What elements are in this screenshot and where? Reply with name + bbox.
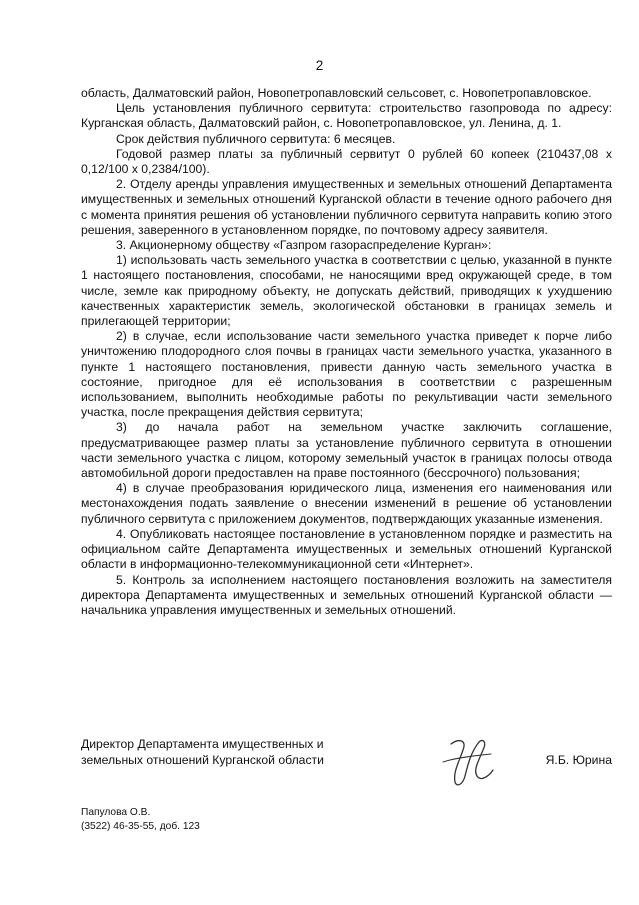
paragraph-item-2: 2. Отделу аренды управления имущественных и земельных отношений Департамента имущественных и земельных отношений Курганской области в течение одного рабочего дня с момента принятия решения об установлении публичного сервитута направить копию этого решения, заверенного в установленном порядке, по почтовому адресу заявителя. (81, 177, 612, 237)
paragraph-item-3-3: 3) до начала работ на земельном участке заключить соглашение, предусматривающее размер платы за установление публичного сервитута в отношении части земельного участка с лицом, которому земельный участок в границах полосы отвода автомобильной дороги предоставлен на праве постоянного (бессрочного) пользования; (81, 420, 612, 481)
executor-block (81, 806, 200, 833)
page-number: 2 (315, 58, 324, 73)
document-body (81, 86, 612, 618)
signatory-position-line: Директор Департамента имущественных и (81, 737, 324, 751)
paragraph-item-3-2: 2) в случае, если использование части земельного участка приведет к порче либо уничтожению плодородного слоя почвы в границах части земельного участка, указанного в пункте 1 настоящего постановления, привести данную часть земельного участка в состояние, пригодное для её использования в соответствии с разрешенным использованием, выполнить необходимые работы по рекультивации части земельного участка, после прекращения действия сервитута; (81, 329, 612, 420)
signatory-position-line: земельных отношений Курганской области (81, 753, 324, 767)
paragraph-servitude-purpose: Цель установления публичного сервитута: строительство газопровода по адресу: Курганская область, Далматовский район, с. Новопетропавловское, ул. Ленина, д. 1. (81, 101, 612, 131)
executor-phone: (3522) 46-35-55, доб. 123 (81, 820, 200, 832)
paragraph-item-3: 3. Акционерному обществу «Газпром газораспределение Курган»: (116, 238, 492, 253)
executor-name: Папулова О.В. (81, 807, 151, 818)
signature-block (81, 736, 612, 806)
paragraph-annual-fee: Годовой размер платы за публичный сервитут 0 рублей 60 копеек (210437,08 х 0,12/100 х 0,2384/100). (81, 146, 612, 177)
signatory-name: Я.Б. Юрина (545, 753, 612, 767)
signatory-position (81, 736, 371, 768)
paragraph-servitude-term: Срок действия публичного сервитута: 6 месяцев. (116, 131, 396, 146)
paragraph-item-3-1: 1) использовать часть земельного участка в соответствии с целью, указанной в пункте 1 настоящего постановления, способами, не наносящими вред окружающей среде, в том числе, земле как природному объекту, не допускать действий, приводящих к ухудшению качественных характеристик земель, экологической обстановки в границах земель и прилегающей территории; (81, 253, 612, 329)
paragraph-address-continuation: область, Далматовский район, Новопетропавловский сельсовет, с. Новопетропавловское. (81, 86, 592, 100)
paragraph-item-5: 5. Контроль за исполнением настоящего постановления возложить на заместителя директора Департамента имущественных и земельных отношений Курганской области — начальника управления имущественных и земельных отношений. (81, 572, 612, 617)
paragraph-item-3-4: 4) в случае преобразования юридического лица, изменения его наименования или местонахождения подать заявление о внесении изменений в решение об установлении публичного сервитута с приложением документов, подтверждающих указанные изменения. (81, 481, 612, 526)
handwritten-signature-icon (433, 732, 503, 792)
paragraph-item-4: 4. Опубликовать настоящее постановление в установленном порядке и разместить на официальном сайте Департамента имущественных и земельных отношений Курганской области в информационно-телекоммуникационной сети «Интернет». (81, 526, 612, 572)
